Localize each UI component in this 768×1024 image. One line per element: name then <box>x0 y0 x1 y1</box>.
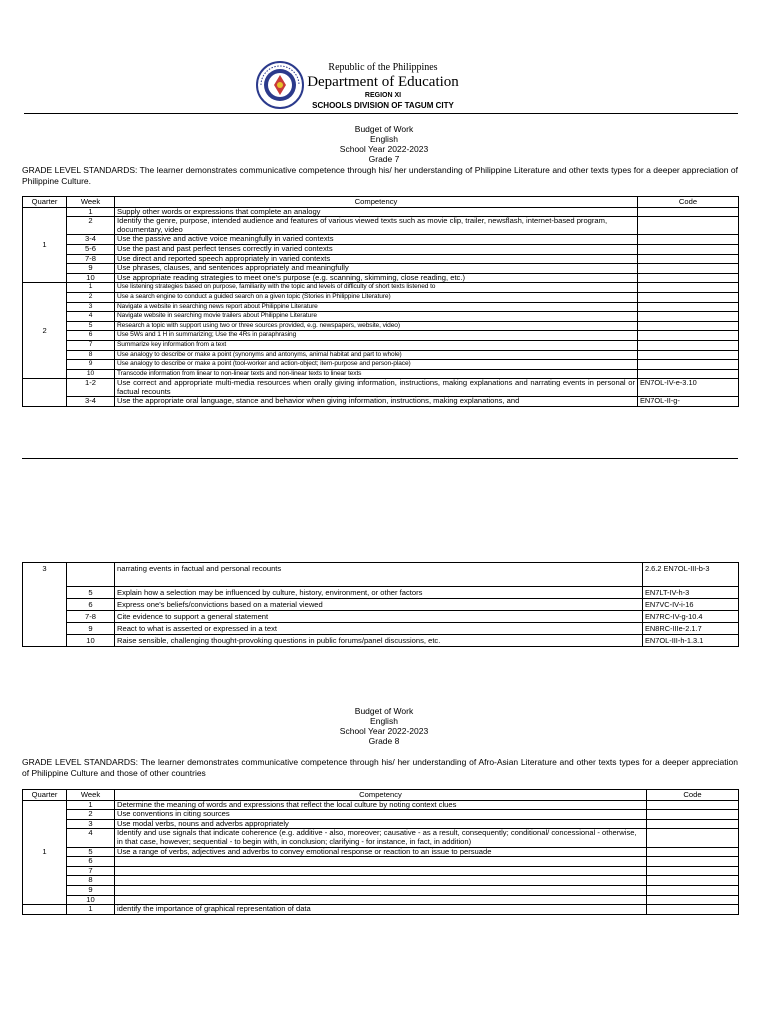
week-cell: 1 <box>67 800 115 810</box>
week-cell: 7 <box>67 340 115 350</box>
competency-cell: Summarize key information from a text <box>115 340 638 350</box>
competency-cell: Use the appropriate oral language, stance and behavior when giving information, instructions, making explanations, and <box>115 397 638 407</box>
code-cell <box>638 264 739 274</box>
table-row <box>23 397 739 407</box>
week-cell: 2 <box>67 810 115 820</box>
table-row <box>23 857 739 867</box>
competency-cell: Use correct and appropriate multi-media resources when orally giving information, instructions, making explanations and narrating events in personal or factual recounts <box>115 379 638 397</box>
competency-cell: Use analogy to describe or make a point (tool-worker and action-object; item-purpose and person-place) <box>115 360 638 370</box>
table-row <box>23 379 739 397</box>
grade8-title-block <box>284 706 484 746</box>
week-cell: 8 <box>67 876 115 886</box>
code-cell <box>647 819 739 829</box>
grade8-bow-table <box>22 789 739 915</box>
week-cell: 8 <box>67 350 115 360</box>
competency-cell: Use modal verbs, nouns and adverbs appropriately <box>115 819 647 829</box>
col-competency: Competency <box>115 197 638 208</box>
code-cell <box>638 273 739 283</box>
table-row <box>23 829 739 847</box>
competency-cell: React to what is asserted or expressed in a text <box>115 623 643 635</box>
week-cell: 7-8 <box>67 254 115 264</box>
header-divider <box>24 113 738 114</box>
week-cell: 1 <box>67 905 115 915</box>
week-cell: 10 <box>67 273 115 283</box>
table-row <box>23 312 739 322</box>
subject-title: English <box>370 134 398 144</box>
school-year: School Year 2022-2023 <box>339 726 429 736</box>
grade7-title-block <box>284 124 484 164</box>
competency-cell: Use a search engine to conduct a guided search on a given topic (Stories in Philippine Literature) <box>115 292 638 302</box>
code-cell <box>638 312 739 322</box>
week-cell: 4 <box>67 312 115 322</box>
competency-cell <box>115 857 647 867</box>
week-cell: 1 <box>67 283 115 293</box>
week-cell: 10 <box>67 369 115 379</box>
week-cell: 7 <box>67 866 115 876</box>
competency-cell: Explain how a selection may be influenced by culture, history, environment, or other factors <box>115 587 643 599</box>
page-break-line <box>22 458 738 459</box>
code-cell: EN7OL-IV-e-3.10 <box>638 379 739 397</box>
code-cell <box>638 360 739 370</box>
code-cell <box>647 857 739 867</box>
table-row <box>23 905 739 915</box>
week-cell: 3 <box>67 302 115 312</box>
competency-cell: Identify the genre, purpose, intended audience and features of various viewed texts such as movie clip, trailer, newsflash, internet-based program, documentary, video <box>115 217 638 235</box>
table-row <box>23 273 739 283</box>
col-week: Week <box>67 790 115 801</box>
table-row <box>23 599 739 611</box>
code-cell <box>647 876 739 886</box>
table-row <box>23 563 739 587</box>
table-row <box>23 623 739 635</box>
school-year: School Year 2022-2023 <box>339 144 429 154</box>
week-cell: 10 <box>67 635 115 647</box>
code-cell <box>647 866 739 876</box>
grade8-standards: GRADE LEVEL STANDARDS: The learner demonstrates communicative competence through his/ her understanding of Afro-Asian Literature and other texts types for a deeper appreciation of Philippine Culture and those of other countries <box>22 757 738 778</box>
table-row <box>23 302 739 312</box>
code-cell <box>647 847 739 857</box>
competency-cell: Determine the meaning of words and expressions that reflect the local culture by noting context clues <box>115 800 647 810</box>
col-quarter: Quarter <box>23 790 67 801</box>
week-cell: 9 <box>67 360 115 370</box>
table-row <box>23 217 739 235</box>
table-row <box>23 350 739 360</box>
code-cell <box>638 331 739 341</box>
competency-cell: Use a range of verbs, adjectives and adverbs to convey emotional response or reaction to an issue to persuade <box>115 847 647 857</box>
table-row <box>23 340 739 350</box>
competency-cell: Use listening strategies based on purpose, familiarity with the topic and levels of difficulty of short texts listened to <box>115 283 638 293</box>
table-header-row <box>23 790 739 801</box>
competency-cell: Use conventions in citing sources <box>115 810 647 820</box>
competency-cell: Use phrases, clauses, and sentences appropriately and meaningfully <box>115 264 638 274</box>
code-cell <box>638 244 739 254</box>
competency-cell <box>115 866 647 876</box>
code-cell: EN8RC-IIIe-2.1.7 <box>643 623 739 635</box>
competency-cell: Navigate website in searching movie trailers about Philippine Literature <box>115 312 638 322</box>
competency-cell: Transcode information from linear to non-linear texts and non-linear texts to linear texts <box>115 369 638 379</box>
week-cell: 5 <box>67 847 115 857</box>
col-quarter: Quarter <box>23 197 67 208</box>
col-code: Code <box>647 790 739 801</box>
week-cell: 10 <box>67 895 115 905</box>
grade-title: Grade 8 <box>368 736 400 746</box>
competency-cell <box>115 876 647 886</box>
competency-cell: Use 5Ws and 1 H in summarizing; Use the 4Rs in paraphrasing <box>115 331 638 341</box>
code-cell: EN7OL-III-h-1.3.1 <box>643 635 739 647</box>
week-cell: 5-6 <box>67 244 115 254</box>
week-cell: 3-4 <box>67 235 115 245</box>
table-row <box>23 847 739 857</box>
table-row <box>23 244 739 254</box>
region-label: REGION XI <box>364 92 402 99</box>
competency-cell: Use the passive and active voice meaningfully in varied contexts <box>115 235 638 245</box>
republic-label: Republic of the Philippines <box>328 62 438 73</box>
competency-cell: Use appropriate reading strategies to meet one's purpose (e.g. scanning, skimming, close reading, etc.) <box>115 273 638 283</box>
competency-cell: Supply other words or expressions that complete an analogy <box>115 207 638 217</box>
table-row <box>23 360 739 370</box>
quarter-cell: 1 <box>23 800 67 905</box>
table-row <box>23 635 739 647</box>
competency-cell: Use direct and reported speech appropriately in varied contexts <box>115 254 638 264</box>
table-header-row <box>23 197 739 208</box>
quarter-cell: 1 <box>23 207 67 283</box>
bow-title: Budget of Work <box>354 706 414 716</box>
week-cell: 2 <box>67 217 115 235</box>
week-cell: 2 <box>67 292 115 302</box>
col-code: Code <box>638 197 739 208</box>
quarter-cell <box>23 905 67 915</box>
code-cell <box>638 340 739 350</box>
grade7-standards: GRADE LEVEL STANDARDS: The learner demonstrates communicative competence through his/ her understanding of Philippine Literature and other texts types for a deeper appreciation of Philippine Culture. <box>22 165 738 186</box>
deped-seal-logo <box>255 60 305 110</box>
code-cell <box>647 895 739 905</box>
competency-cell: narrating events in factual and personal recounts <box>115 563 643 587</box>
col-week: Week <box>67 197 115 208</box>
code-cell: EN7VC-IV-i-16 <box>643 599 739 611</box>
subject-title: English <box>370 716 398 726</box>
code-cell <box>638 350 739 360</box>
table-row <box>23 810 739 820</box>
table-row <box>23 292 739 302</box>
week-cell: 5 <box>67 321 115 331</box>
code-cell <box>638 302 739 312</box>
week-cell: 9 <box>67 885 115 895</box>
week-cell: 3 <box>67 819 115 829</box>
table-row <box>23 264 739 274</box>
code-cell <box>647 885 739 895</box>
week-cell: 3-4 <box>67 397 115 407</box>
week-cell: 5 <box>67 587 115 599</box>
code-cell <box>647 810 739 820</box>
table-row <box>23 611 739 623</box>
code-cell: EN7OL-II-g- <box>638 397 739 407</box>
code-cell <box>638 283 739 293</box>
code-cell <box>638 207 739 217</box>
week-cell: 6 <box>67 331 115 341</box>
division-label: SCHOOLS DIVISION OF TAGUM CITY <box>312 101 454 110</box>
week-cell: 9 <box>67 623 115 635</box>
week-cell: 6 <box>67 599 115 611</box>
competency-cell: Identify and use signals that indicate coherence (e.g. additive - also, moreover; causative - as a result, consequently; conditional/ concessional - otherwise, in that case, however; sequential - to begin with, in conclusion; clarifying - for instance, in fact, in addition) <box>115 829 647 847</box>
code-cell <box>638 321 739 331</box>
table-row <box>23 321 739 331</box>
table-row <box>23 587 739 599</box>
week-cell: 4 <box>67 829 115 847</box>
table-row <box>23 283 739 293</box>
grade7-bow-table <box>22 196 739 407</box>
week-cell: 1 <box>67 207 115 217</box>
competency-cell: Cite evidence to support a general statement <box>115 611 643 623</box>
week-cell: 6 <box>67 857 115 867</box>
week-cell: 1-2 <box>67 379 115 397</box>
table-row <box>23 331 739 341</box>
quarter-cell <box>23 379 67 407</box>
code-cell <box>638 254 739 264</box>
quarter-cell: 3 <box>23 563 67 647</box>
code-cell <box>638 217 739 235</box>
code-cell <box>638 235 739 245</box>
code-cell <box>638 292 739 302</box>
code-cell: EN7RC-IV-g-10.4 <box>643 611 739 623</box>
week-cell <box>67 563 115 587</box>
quarter-cell: 2 <box>23 283 67 379</box>
department-title: Department of Education <box>307 74 459 90</box>
competency-cell <box>115 885 647 895</box>
competency-cell: Navigate a website in searching news report about Philippine Literature <box>115 302 638 312</box>
code-cell <box>647 829 739 847</box>
competency-cell: Research a topic with support using two or three sources provided, e.g. newspapers, website, video) <box>115 321 638 331</box>
code-cell: EN7LT-IV-h-3 <box>643 587 739 599</box>
table-row <box>23 876 739 886</box>
week-cell: 7-8 <box>67 611 115 623</box>
table-row <box>23 885 739 895</box>
quarter3-continuation-table <box>22 562 739 647</box>
week-cell: 9 <box>67 264 115 274</box>
col-competency: Competency <box>115 790 647 801</box>
competency-cell: Express one's beliefs/convictions based on a material viewed <box>115 599 643 611</box>
competency-cell: identify the importance of graphical representation of data <box>115 905 647 915</box>
code-cell <box>647 800 739 810</box>
competency-cell: Use the past and past perfect tenses correctly in varied contexts <box>115 244 638 254</box>
table-row <box>23 866 739 876</box>
competency-cell: Use analogy to describe or make a point (synonyms and antonyms, animal habitat and part to whole) <box>115 350 638 360</box>
grade-title: Grade 7 <box>368 154 400 164</box>
code-cell <box>647 905 739 915</box>
code-cell: 2.6.2 EN7OL-III-b-3 <box>643 563 739 587</box>
competency-cell: Raise sensible, challenging thought-provoking questions in public forums/panel discussions, etc. <box>115 635 643 647</box>
bow-title: Budget of Work <box>354 124 414 134</box>
